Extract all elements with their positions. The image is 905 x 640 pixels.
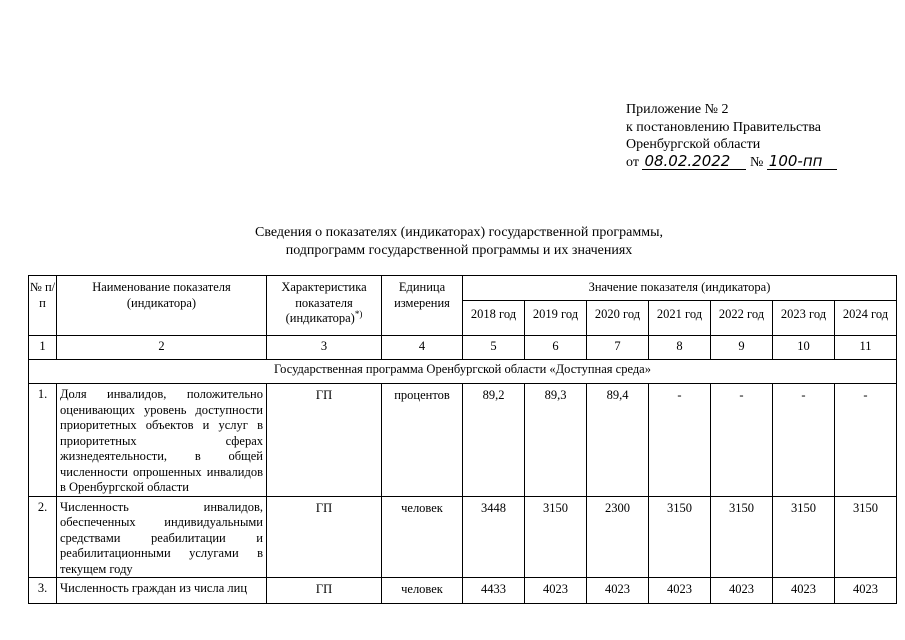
indicator-value: 4023 — [835, 578, 897, 604]
column-number: 4 — [382, 336, 463, 360]
indicator-value: 4023 — [587, 578, 649, 604]
indicator-value: 89,4 — [587, 384, 649, 497]
header-year: 2023 год — [773, 301, 835, 336]
indicator-value: - — [711, 384, 773, 497]
header-characteristic-mark: *) — [354, 308, 363, 319]
header-characteristic — [267, 276, 382, 336]
table-row — [29, 384, 897, 497]
indicator-value: 3150 — [711, 496, 773, 578]
handwritten-date: 08.02.2022 — [642, 154, 746, 170]
row-number: 3. — [29, 578, 57, 604]
handwritten-number: 100-пп — [767, 154, 837, 170]
indicator-value: 3150 — [773, 496, 835, 578]
indicator-value: 4433 — [463, 578, 525, 604]
header-year: 2022 год — [711, 301, 773, 336]
date-prefix: от — [626, 154, 639, 170]
appendix-line-2: к постановлению Правительства — [626, 119, 822, 135]
column-number: 6 — [525, 336, 587, 360]
indicator-value: - — [773, 384, 835, 497]
indicator-value: 2300 — [587, 496, 649, 578]
indicator-name: Численность граждан из числа лиц — [57, 578, 267, 604]
header-value-group: Значение показателя (индикатора) — [463, 276, 897, 301]
appendix-line-1: Приложение № 2 — [626, 102, 729, 117]
column-number: 5 — [463, 336, 525, 360]
number-prefix: № — [749, 154, 764, 170]
title-line-2: подпрограмм государственной программы и их значениях — [285, 242, 633, 258]
table-row — [29, 578, 897, 604]
indicator-value: 4023 — [649, 578, 711, 604]
indicator-value: 3150 — [835, 496, 897, 578]
appendix-line-3: Оренбургской области — [626, 137, 761, 152]
indicator-unit: процентов — [382, 384, 463, 497]
indicator-value: - — [835, 384, 897, 497]
indicator-unit: человек — [382, 496, 463, 578]
indicator-value: 3448 — [463, 496, 525, 578]
appendix-block — [626, 101, 837, 171]
indicator-value: 89,2 — [463, 384, 525, 497]
column-number: 9 — [711, 336, 773, 360]
indicator-characteristic: ГП — [267, 578, 382, 604]
header-year: 2019 год — [525, 301, 587, 336]
indicators-table — [28, 275, 897, 604]
indicator-value: 4023 — [525, 578, 587, 604]
header-row-1 — [29, 276, 897, 301]
indicator-name: Численность инвалидов, обеспеченных индивидуальными средствами реабилитации и реабилитационными услугами в текущем году — [57, 496, 267, 578]
indicator-value: 3150 — [649, 496, 711, 578]
column-number: 7 — [587, 336, 649, 360]
header-year: 2024 год — [835, 301, 897, 336]
row-number: 1. — [29, 384, 57, 497]
column-number: 2 — [57, 336, 267, 360]
column-number-row — [29, 336, 897, 360]
indicator-name: Доля инвалидов, положительно оценивающих уровень доступности приоритетных объектов и услуг в приоритетных сферах жизнедеятельности, в общей численности опрошенных инвалидов в Оренбургской области — [57, 384, 267, 497]
row-number: 2. — [29, 496, 57, 578]
appendix-date-line — [626, 151, 837, 172]
indicator-value: 4023 — [773, 578, 835, 604]
column-number: 1 — [29, 336, 57, 360]
indicator-value: - — [649, 384, 711, 497]
indicator-characteristic: ГП — [267, 496, 382, 578]
indicator-characteristic: ГП — [267, 384, 382, 497]
indicator-value: 89,3 — [525, 384, 587, 497]
column-number: 10 — [773, 336, 835, 360]
header-year: 2021 год — [649, 301, 711, 336]
section-row — [29, 360, 897, 384]
header-unit: Единица измерения — [382, 276, 463, 336]
document-title — [0, 224, 905, 259]
section-title: Государственная программа Оренбургской области «Доступная среда» — [29, 360, 897, 384]
column-number: 11 — [835, 336, 897, 360]
title-line-1: Сведения о показателях (индикаторах) государственной программы, — [255, 225, 663, 240]
indicator-value: 4023 — [711, 578, 773, 604]
header-year: 2020 год — [587, 301, 649, 336]
table-row — [29, 496, 897, 578]
indicator-value: 3150 — [525, 496, 587, 578]
indicator-unit: человек — [382, 578, 463, 604]
header-year: 2018 год — [463, 301, 525, 336]
column-number: 8 — [649, 336, 711, 360]
column-number: 3 — [267, 336, 382, 360]
header-num: № п/п — [29, 276, 57, 336]
header-name: Наименование показателя (индикатора) — [57, 276, 267, 336]
header-characteristic-text: Характеристика показателя (индикатора) — [281, 280, 367, 325]
